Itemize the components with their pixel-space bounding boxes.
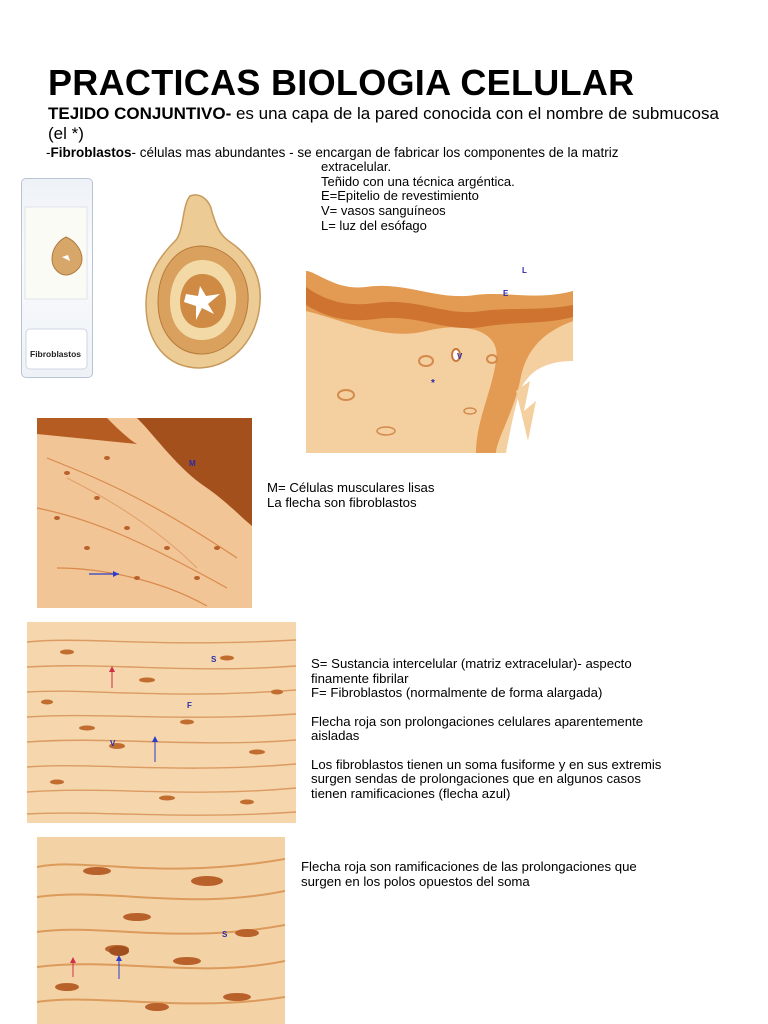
caption-paragraph [311, 758, 731, 802]
label-S: S [211, 655, 217, 664]
caption-line: Flecha roja son ramificaciones de las prolongaciones que [301, 859, 637, 874]
label-L: L [522, 266, 527, 275]
caption-line: surgen en los polos opuestos del soma [301, 873, 530, 889]
caption-paragraph [311, 657, 731, 701]
fibro-bold: Fibroblastos [50, 145, 132, 160]
caption-line: surgen sendas de prolongaciones que en algunos casos [311, 771, 641, 786]
note-line: E=Epitelio de revestimiento [321, 188, 479, 204]
fibro-prefix: - [46, 145, 51, 160]
label-M: M [189, 459, 196, 468]
caption-line: La flecha son fibroblastos [267, 494, 417, 510]
caption-line: F= Fibroblastos (normalmente de forma alargada) [311, 685, 603, 700]
fibro-text: - células mas abundantes - se encargan de fabricar los componentes de la matriz [131, 145, 619, 160]
caption-matrix [311, 657, 731, 815]
caption-paragraph [311, 715, 731, 744]
caption-line: Los fibroblastos tienen un soma fusiforme y en sus extremis [311, 756, 662, 772]
esophagus-section-image [140, 190, 264, 372]
label-star: * [431, 378, 435, 389]
intro-bold: TEJIDO CONJUNTIVO- [48, 104, 232, 123]
esophagus-magnified-image [306, 251, 573, 453]
glass-slide [21, 178, 93, 378]
label-F: F [187, 701, 192, 710]
note-line: L= luz del esófago [321, 217, 427, 233]
label-E: E [503, 289, 509, 298]
caption-line: S= Sustancia intercelular (matriz extracelular)- aspecto [311, 656, 632, 671]
slide-label: Fibroblastos [30, 349, 82, 359]
caption-line: Flecha roja son prolongaciones celulares aparentemente [311, 713, 644, 729]
note-line: extracelular. [321, 159, 392, 174]
caption-line: aisladas [311, 728, 360, 743]
caption-muscle [267, 481, 434, 510]
note-line: V= vasos sanguíneos [321, 203, 446, 219]
label-V2: V [110, 739, 116, 748]
caption-line: tienen ramificaciones (flecha azul) [311, 785, 511, 801]
intro-paragraph [48, 104, 728, 144]
page-title: PRACTICAS BIOLOGIA CELULAR [48, 62, 635, 103]
caption-line: M= Células musculares lisas [267, 480, 435, 495]
intro-text: es una capa de la pared conocida con el nombre de submucosa (el *) [48, 104, 719, 143]
indented-notes [321, 160, 515, 234]
caption-fibroblasts [301, 860, 637, 889]
fibroblastos-line [46, 145, 619, 160]
micrograph-matrix [27, 622, 296, 823]
label-S2: S [222, 930, 228, 939]
note-line: Teñido con una técnica argéntica. [321, 173, 515, 189]
label-V: V [457, 352, 463, 361]
micrograph-fibroblasts [37, 837, 285, 1024]
micrograph-muscle [37, 418, 252, 608]
caption-line: finamente fibrilar [311, 670, 409, 686]
